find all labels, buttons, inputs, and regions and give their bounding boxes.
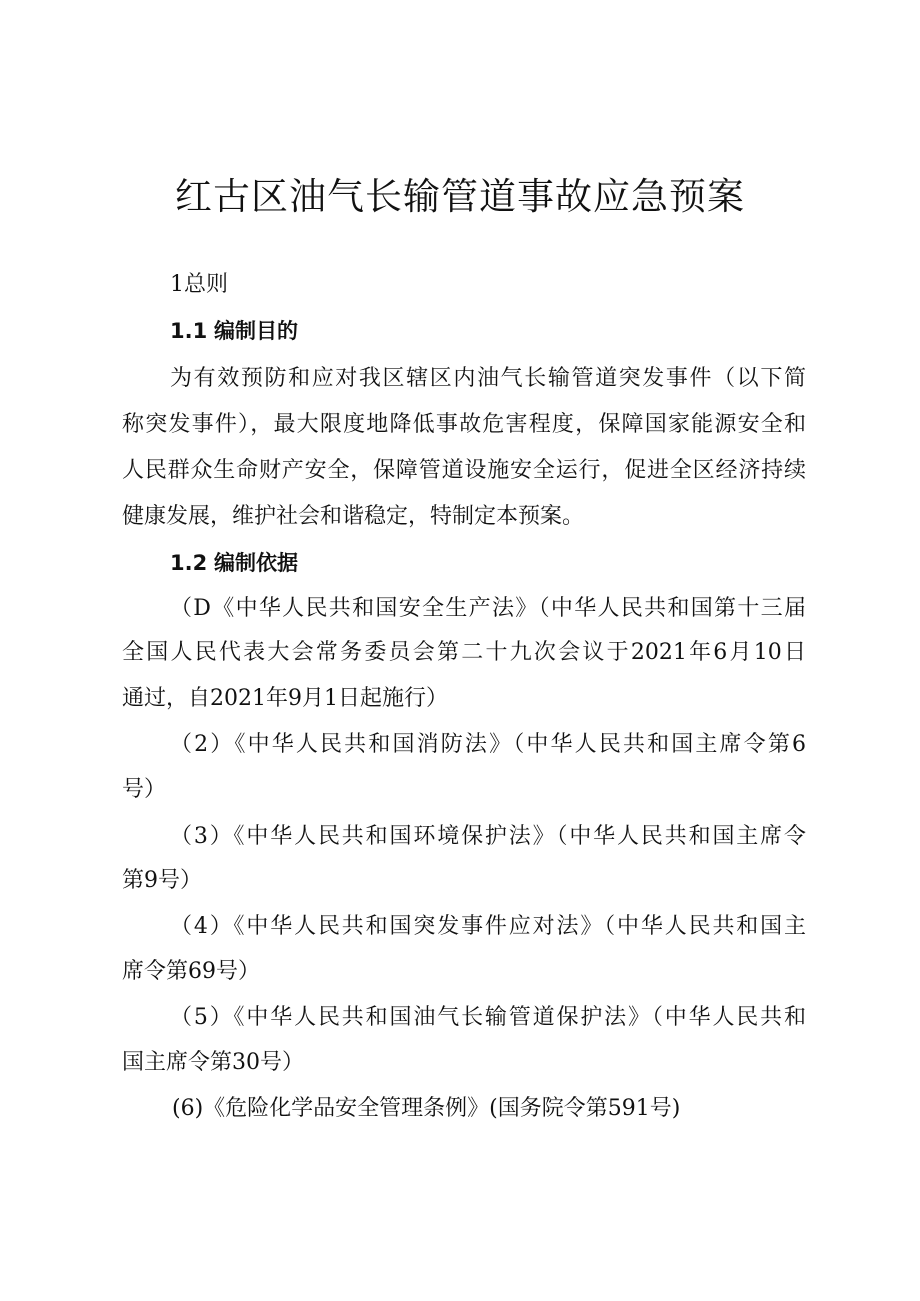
purpose-line-1: 为有效预防和应对我区辖区内油气长输管道突发事件（以下简 — [170, 366, 806, 391]
subsection-label: 编制依据 — [214, 551, 298, 575]
basis-item-5-line-2: 国主席令第30号） — [122, 1050, 304, 1075]
subsection-number: 1.2 — [170, 551, 208, 575]
subsection-heading-basis — [170, 548, 298, 578]
basis-item-4-line-1: （4）《中华人民共和国突发事件应对法》（中华人民共和国主 — [170, 914, 806, 939]
subsection-label: 编制目的 — [214, 319, 298, 343]
document-title: 红古区油气长输管道事故应急预案 — [175, 175, 745, 218]
basis-item-3-line-2: 第9号） — [122, 868, 202, 893]
basis-item-3-line-1: （3）《中华人民共和国环境保护法》（中华人民共和国主席令 — [170, 824, 806, 849]
subsection-number: 1.1 — [170, 319, 208, 343]
purpose-line-3: 人民群众生命财产安全，保障管道设施安全运行，促进全区经济持续 — [122, 458, 806, 483]
basis-item-1-line-2: 全国人民代表大会常务委员会第二十九次会议于2021年6月10日 — [122, 640, 806, 665]
basis-item-4-line-2: 席令第69号） — [122, 959, 260, 984]
basis-item-6-line-1: (6)《危险化学品安全管理条例》(国务院令第591号) — [172, 1096, 681, 1121]
basis-item-2-line-2: 号） — [122, 777, 167, 802]
basis-item-1-line-1: （D《中华人民共和国安全生产法》（中华人民共和国第十三届 — [170, 596, 806, 621]
basis-item-2-line-1: （2）《中华人民共和国消防法》（中华人民共和国主席令第6 — [170, 732, 806, 757]
purpose-line-4: 健康发展，维护社会和谐稳定，特制定本预案。 — [122, 504, 585, 529]
section-heading-general: 1总则 — [170, 272, 228, 297]
purpose-line-2: 称突发事件），最大限度地降低事故危害程度，保障国家能源安全和 — [122, 412, 806, 437]
subsection-heading-purpose — [170, 316, 298, 346]
basis-item-1-line-3: 通过，自2021年9月1日起施行） — [122, 686, 448, 711]
basis-item-5-line-1: （5）《中华人民共和国油气长输管道保护法》（中华人民共和 — [170, 1005, 806, 1030]
